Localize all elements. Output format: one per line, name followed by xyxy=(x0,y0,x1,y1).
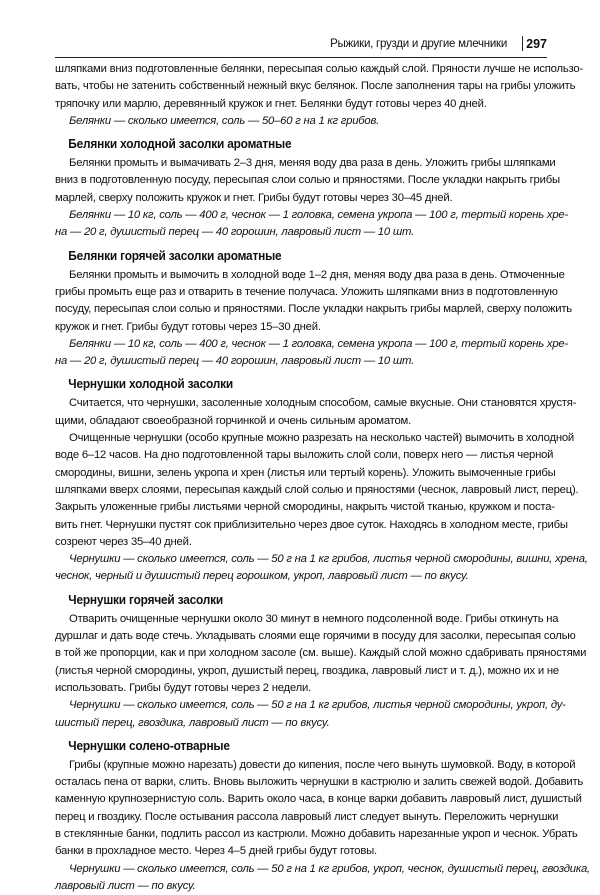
text-line: вить гнет. Чернушки пустят сок приблизительно через двое суток. Находясь в холодном месте, грибы xyxy=(55,518,568,531)
header-rule xyxy=(55,57,547,58)
text-line: Закрыть уложенные грибы листьями черной смородины, накрыть чистой тканью, кружком и поста- xyxy=(55,501,555,514)
body-paragraph xyxy=(55,611,587,697)
text-line: Отварить очищенные чернушки около 30 минут в немного подсоленной воде. Грибы откинуть на xyxy=(69,612,559,625)
text-line: вать, чтобы не затенить собственный нежный вкус белянок. После заполнения тары на грибы уложить xyxy=(55,80,576,93)
page-number: 297 xyxy=(526,37,547,51)
text-line: Белянки — сколько имеется, соль — 50–60 г на 1 кг грибов. xyxy=(69,114,380,127)
text-line: смородины, вишни, зелень укропа и хрен (листья или тертый корень). Уложить вымоченные грибы xyxy=(55,466,556,479)
text-line: Чернушки — сколько имеется, соль — 50 г на 1 кг грибов, листья черной смородины, вишни, хрена, xyxy=(69,553,588,566)
recipe-section xyxy=(55,376,588,585)
text-line: каменную крупнозернистую соль. Варить около часа, в конце варки добавить лавровый лист, душистый xyxy=(55,793,582,806)
body-paragraph xyxy=(55,267,572,336)
text-line: Грибы (крупные можно нарезать) довести до кипения, после чего вынуть шумовкой. Воду, в которой xyxy=(69,758,576,771)
page-header xyxy=(55,36,547,56)
text-line: Считается, что чернушки, засоленные холодным способом, самые вкусные. Они становятся хрустя- xyxy=(69,397,577,410)
body-paragraph xyxy=(55,757,584,861)
page-body xyxy=(55,61,590,895)
recipe-section xyxy=(55,136,569,241)
recipe-heading: Чернушки горячей засолки xyxy=(68,592,224,607)
recipe-section xyxy=(55,61,583,130)
text-line: Белянки — 10 кг, соль — 400 г, чеснок — 1 головка, семена укропа — 100 г, тертый корень хре- xyxy=(69,209,569,222)
body-paragraph xyxy=(55,155,560,207)
recipe-heading: Белянки холодной засолки ароматные xyxy=(68,137,292,152)
recipe-heading: Белянки горячей засолки ароматные xyxy=(68,248,282,263)
text-line: чеснок, черный и душистый перец горошком, укроп, лавровый лист — по вкусу. xyxy=(55,570,469,583)
text-line: Белянки промыть и вымочить в холодной воде 1–2 дня, меняя воду два раза в день. Отмоченные xyxy=(69,268,565,281)
recipe-section xyxy=(55,738,590,895)
text-line: Белянки — 10 кг, соль — 400 г, чеснок — 1 головка, семена укропа — 100 г, тертый корень хре- xyxy=(69,337,569,350)
ingredients-paragraph xyxy=(55,336,569,371)
text-line: шистый перец, гвоздика, лавровый лист — по вкусу. xyxy=(55,716,330,729)
recipe-heading: Чернушки солено-отварные xyxy=(68,738,230,753)
text-line: созреют через 35–40 дней. xyxy=(55,535,192,548)
text-line: использовать. Грибы будут готовы через 2 недели. xyxy=(55,681,311,694)
running-title: Рыжики, грузди и другие млечники xyxy=(330,38,507,50)
text-line: в той же пропорции, как и при холодном засоле (см. выше). Каждый слой можно сдабривать пряностями xyxy=(55,647,587,660)
recipe-section xyxy=(55,592,587,732)
text-line: осталась пена от варки, слить. Вновь выложить чернушки в кастрюлю и залить свежей водой. Добавить xyxy=(55,776,584,789)
text-line: Чернушки — сколько имеется, соль — 50 г на 1 кг грибов, укроп, чеснок, душистый перец, гвоздика, xyxy=(69,862,590,875)
text-line: марлей, сверху положить кружок и гнет. Грибы будут готовы через 30–45 дней. xyxy=(55,191,453,204)
text-line: воде 6–12 часов. На дно подготовленной тары выложить слой соли, поверх него — листья черной xyxy=(55,449,554,462)
body-paragraph xyxy=(55,61,583,113)
recipe-section xyxy=(55,248,572,371)
text-line: щими, обладают своеобразной горчинкой и очень сильным ароматом. xyxy=(55,414,411,427)
text-line: посуду, пересыпая слои солью и пряностями. После укладки накрыть грибы марлей, сверху положить xyxy=(55,303,572,316)
ingredients-paragraph xyxy=(55,697,566,732)
text-line: на — 20 г, душистый перец — 40 горошин, лавровый лист — 10 шт. xyxy=(55,226,414,239)
body-paragraph xyxy=(55,430,579,551)
text-line: грибы промыть еще раз и отварить в течение получаса. Уложить шляпками вниз в подготовленную xyxy=(55,285,558,298)
text-line: (листья черной смородины, укроп, душистый перец, гвоздика, лавровый лист и т. д.), можно их и не xyxy=(55,664,559,677)
ingredients-paragraph xyxy=(55,551,588,586)
text-line: шляпками вверх слоями, пересыпая каждый слой солью и пряностями (чеснок, лавровый лист, перец). xyxy=(55,483,579,496)
text-line: Чернушки — сколько имеется, соль — 50 г на 1 кг грибов, листья черной смородины, укроп, ду- xyxy=(69,699,566,712)
ingredients-paragraph xyxy=(55,113,545,130)
text-line: банки в прохладное место. Через 4–5 дней грибы будут готовы. xyxy=(55,845,377,858)
text-line: дуршлаг и дать воде стечь. Укладывать слоями еще горячими в посуду для засолки, пересыпая солью xyxy=(55,630,576,643)
text-line: перец и гвоздику. После остывания рассола лавровый лист следует вынуть. Переложить чернушки xyxy=(55,810,559,823)
text-line: Очищенные чернушки (особо крупные можно разрезать на несколько частей) вымочить в холодной xyxy=(69,432,575,445)
text-line: на — 20 г, душистый перец — 40 горошин, лавровый лист — 10 шт. xyxy=(55,355,414,368)
header-separator xyxy=(522,36,523,51)
text-line: в стеклянные банки, подлить рассол из кастрюли. Можно добавить нарезанные укроп и чеснок. Убрать xyxy=(55,827,578,840)
text-line: шляпками вниз подготовленные белянки, пересыпая солью каждый слой. Пряности лучше не использо- xyxy=(55,63,583,75)
text-line: кружок и гнет. Грибы будут готовы через 15–30 дней. xyxy=(55,320,321,333)
text-line: вниз в подготовленную посуду, пересыпая слои солью и пряностями. После укладки накрыть грибы xyxy=(55,174,560,187)
text-line: тряпочку или марлю, деревянный кружок и гнет. Белянки будут готовы через 40 дней. xyxy=(55,97,487,110)
text-line: лавровый лист — по вкусу. xyxy=(55,879,196,892)
ingredients-paragraph xyxy=(55,207,569,242)
ingredients-paragraph xyxy=(55,861,590,895)
recipe-heading: Чернушки холодной засолки xyxy=(68,377,233,392)
text-line: Белянки промыть и вымачивать 2–3 дня, меняя воду два раза в день. Уложить грибы шляпками xyxy=(69,157,556,170)
body-paragraph xyxy=(55,395,577,430)
